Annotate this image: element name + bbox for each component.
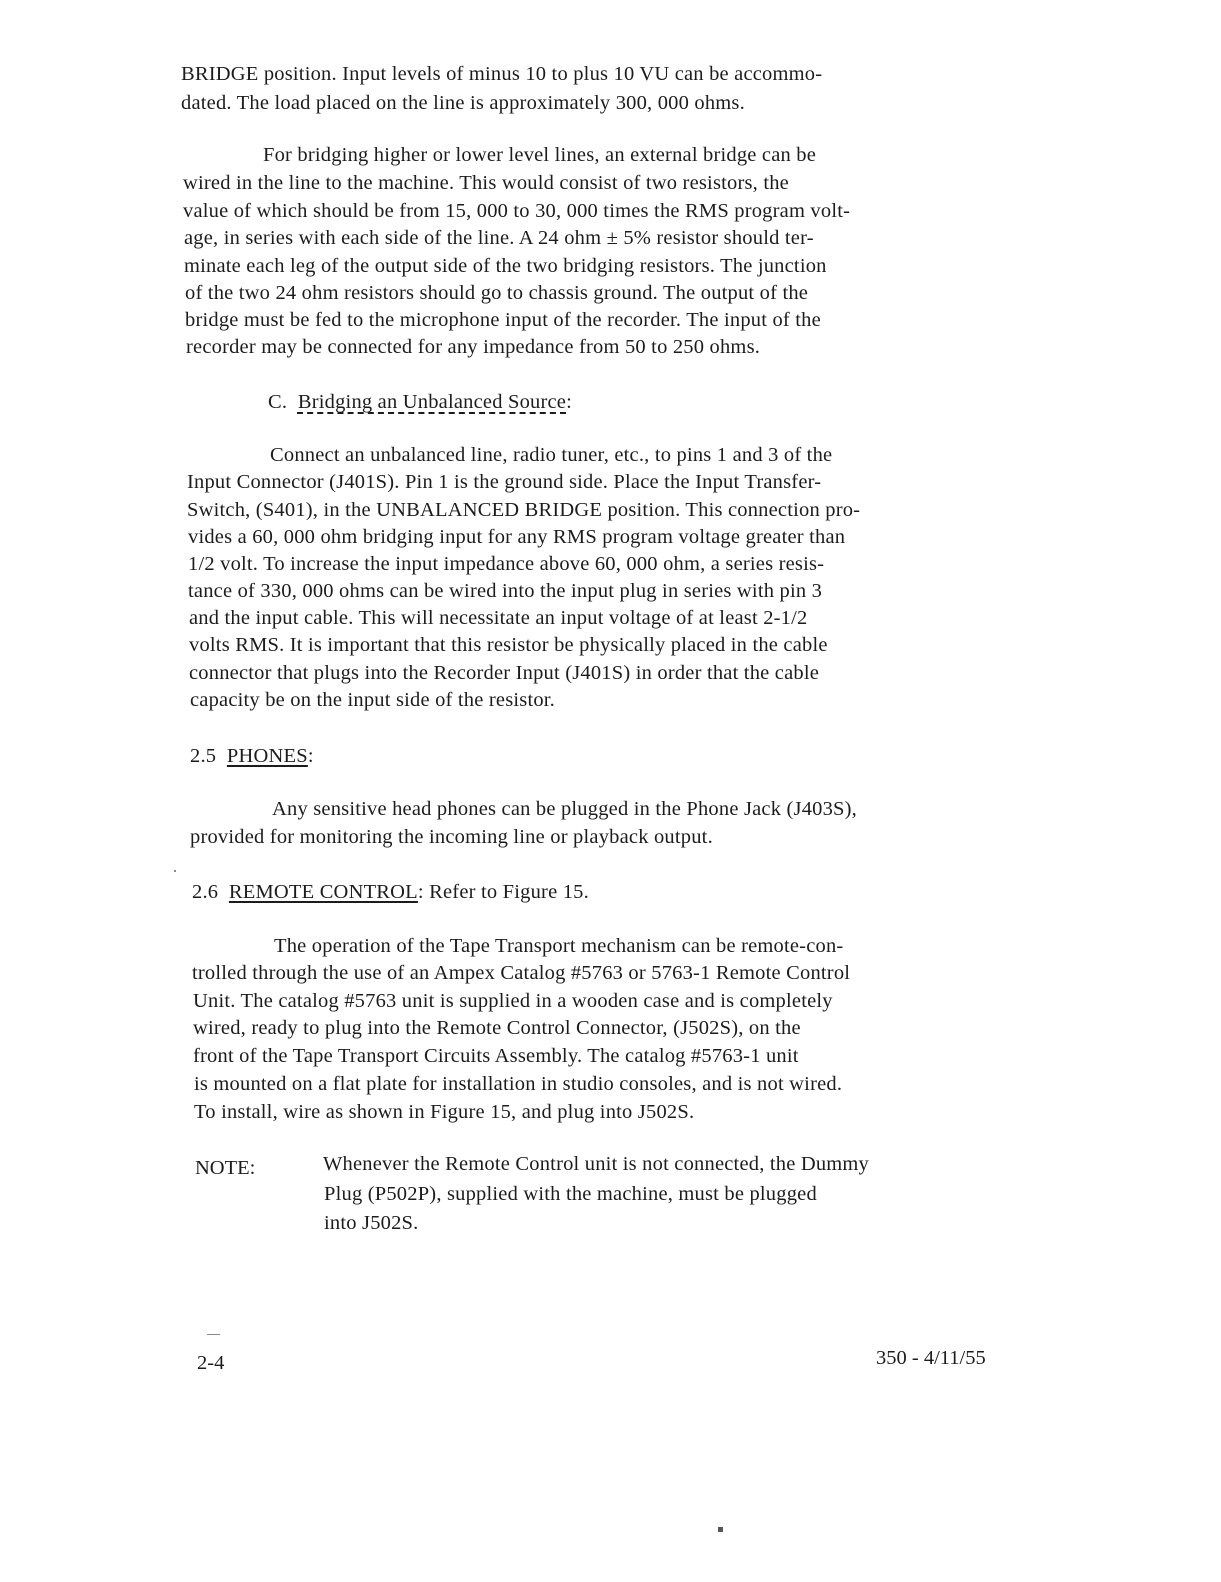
para2-line-8: recorder may be connected for any impedance from 50 to 250 ohms. xyxy=(186,336,761,358)
section-2-5-title: PHONES xyxy=(226,745,308,767)
para4-line-2: provided for monitoring the incoming line or playback output. xyxy=(190,826,713,848)
para5-line-2: trolled through the use of an Ampex Catalog #5763 or 5763-1 Remote Control xyxy=(192,962,851,984)
section-2-6-heading xyxy=(192,878,589,906)
para4-line-1: Any sensitive head phones can be plugged in the Phone Jack (J403S), xyxy=(272,798,858,820)
para2-line-2: wired in the line to the machine. This would consist of two resistors, the xyxy=(183,172,789,194)
section-2-6-number: 2.6 xyxy=(192,881,219,903)
para3-line-7: and the input cable. This will necessitate an input voltage of at least 2-1/2 xyxy=(189,607,808,629)
para5-line-4: wired, ready to plug into the Remote Control Connector, (J502S), on the xyxy=(193,1017,801,1039)
section-c-prefix: C. xyxy=(268,391,288,413)
para3-line-5: 1/2 volt. To increase the input impedance above 60, 000 ohm, a series resis- xyxy=(188,553,825,575)
speck-mark xyxy=(174,870,176,872)
para3-line-10: capacity be on the input side of the resistor. xyxy=(190,689,556,711)
para3-line-4: vides a 60, 000 ohm bridging input for any RMS program voltage greater than xyxy=(188,526,846,548)
section-2-6-suffix: : Refer to Figure 15. xyxy=(417,881,589,903)
section-c-heading xyxy=(268,388,572,416)
para1-line-1: BRIDGE position. Input levels of minus 10 to plus 10 VU can be accommo- xyxy=(181,63,823,85)
note-line-2: Plug (P502P), supplied with the machine, must be plugged xyxy=(324,1183,817,1205)
para2-line-7: bridge must be fed to the microphone input of the recorder. The input of the xyxy=(185,309,821,331)
para5-line-6: is mounted on a flat plate for installation in studio consoles, and is not wired. xyxy=(194,1073,843,1095)
para2-line-4: age, in series with each side of the line. A 24 ohm ± 5% resistor should ter- xyxy=(184,227,814,249)
section-c-suffix: : xyxy=(566,391,573,413)
para3-line-3: Switch, (S401), in the UNBALANCED BRIDGE position. This connection pro- xyxy=(187,499,861,521)
para3-line-9: connector that plugs into the Recorder Input (J401S) in order that the cable xyxy=(189,662,820,684)
section-2-6-title: REMOTE CONTROL xyxy=(228,881,418,903)
para2-line-3: value of which should be from 15, 000 to 30, 000 times the RMS program volt- xyxy=(183,200,851,222)
para2-line-1: For bridging higher or lower level lines, an external bridge can be xyxy=(263,144,817,166)
para2-line-5: minate each leg of the output side of the two bridging resistors. The junction xyxy=(184,255,827,277)
section-2-5-suffix: : xyxy=(307,745,314,767)
footer-page-number: 2-4 xyxy=(197,1352,225,1374)
speck-mark xyxy=(718,1527,723,1532)
para5-line-3: Unit. The catalog #5763 unit is supplied in a wooden case and is completely xyxy=(193,990,833,1012)
para2-line-6: of the two 24 ohm resistors should go to chassis ground. The output of the xyxy=(185,282,809,304)
para3-line-8: volts RMS. It is important that this resistor be physically placed in the cable xyxy=(189,634,828,656)
para5-line-7: To install, wire as shown in Figure 15, and plug into J502S. xyxy=(194,1101,695,1123)
para3-line-1: Connect an unbalanced line, radio tuner, etc., to pins 1 and 3 of the xyxy=(270,444,833,466)
para1-line-2: dated. The load placed on the line is approximately 300, 000 ohms. xyxy=(181,92,745,114)
note-label: NOTE: xyxy=(195,1157,256,1179)
note-line-1: Whenever the Remote Control unit is not connected, the Dummy xyxy=(323,1153,870,1175)
para5-line-1: The operation of the Tape Transport mechanism can be remote-con- xyxy=(274,935,844,957)
section-2-5-heading xyxy=(190,742,314,770)
para3-line-6: tance of 330, 000 ohms can be wired into the input plug in series with pin 3 xyxy=(188,580,823,602)
note-line-3: into J502S. xyxy=(324,1212,419,1234)
para5-line-5: front of the Tape Transport Circuits Assembly. The catalog #5763-1 unit xyxy=(193,1045,799,1067)
footer-doc-ref: 350 - 4/11/55 xyxy=(876,1347,986,1369)
section-c-title: Bridging an Unbalanced Source xyxy=(297,391,567,413)
footer-tick-mark xyxy=(207,1334,220,1335)
section-2-5-number: 2.5 xyxy=(190,745,217,767)
para3-line-2: Input Connector (J401S). Pin 1 is the ground side. Place the Input Transfer- xyxy=(187,471,822,493)
